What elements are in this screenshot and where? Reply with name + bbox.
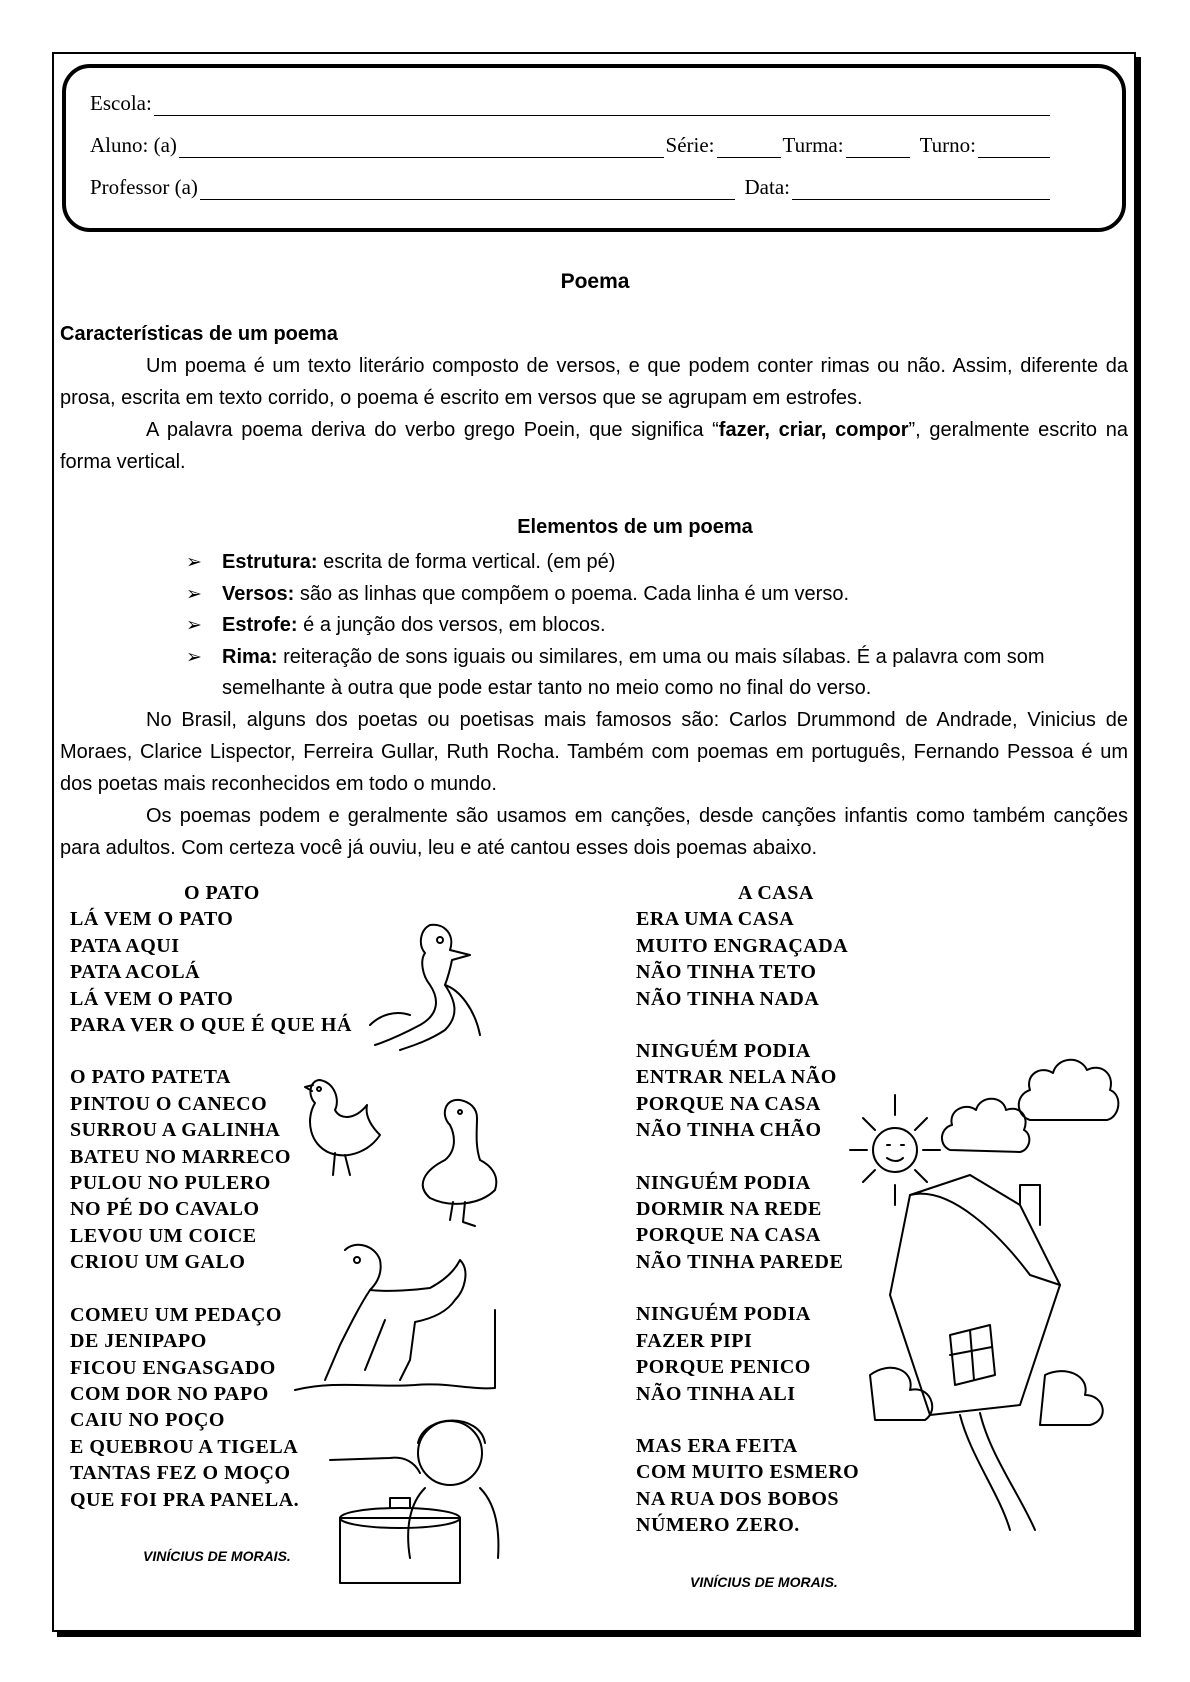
goose-drawing-icon — [405, 1090, 505, 1230]
professor-row — [90, 172, 1052, 200]
verse: COM DOR NO PAPO — [70, 1382, 269, 1405]
aluno-field[interactable] — [179, 139, 664, 158]
professor-field[interactable] — [200, 181, 735, 200]
verse: LÁ VEM O PATO — [70, 987, 234, 1010]
stanza — [70, 906, 352, 1038]
verse: MUITO ENGRAÇADA — [636, 934, 849, 957]
paragraph-4: Os poemas podem e geralmente são usamos em canções, desde canções infantis como também canções para adultos. Com certeza você já ouviu, leu e até cantou esses dois poemas abaixo. — [60, 805, 1128, 859]
arrow-bullet-icon: ➢ — [186, 552, 202, 573]
stanza — [636, 906, 859, 1012]
verse: QUE FOI PRA PANELA. — [70, 1488, 300, 1511]
list-item — [186, 610, 1106, 642]
verse: O PATO PATETA — [70, 1066, 231, 1089]
verse: SURROU A GALINHA — [70, 1119, 281, 1142]
cook-drawing-icon — [330, 1408, 545, 1593]
verse: PORQUE NA CASA — [636, 1224, 821, 1247]
verse: NÃO TINHA NADA — [636, 987, 820, 1010]
duck-drawing-icon — [350, 915, 510, 1065]
paragraph-2-end: ”, geralmente escrito na forma vertical. — [60, 419, 1128, 473]
item-desc: são as linhas que compõem o poema. Cada linha é um verso. — [294, 582, 850, 605]
item-desc: é a junção dos versos, em blocos. — [297, 614, 606, 636]
professor-label: Professor (a) — [90, 175, 198, 199]
verse: PORQUE PENICO — [636, 1356, 811, 1379]
verse: NÃO TINHA TETO — [636, 961, 817, 984]
paragraph-2-start: A palavra poema deriva do verbo grego Poein, que significa “ — [146, 419, 719, 441]
verse: PATA AQUI — [70, 934, 180, 957]
escola-field[interactable] — [154, 97, 1050, 116]
stanza — [636, 1170, 859, 1276]
arrow-bullet-icon: ➢ — [186, 583, 202, 605]
page-title: Poema — [560, 270, 630, 293]
verse: NINGUÉM PODIA — [636, 1303, 811, 1326]
poem-title: O PATO — [184, 882, 260, 904]
serie-label: Série: — [665, 133, 715, 157]
verse: PATA ACOLÁ — [70, 961, 201, 984]
characteristics-heading: Características de um poema — [60, 323, 338, 345]
verse: NÚMERO ZERO. — [636, 1514, 800, 1537]
verse: CAIU NO POÇO — [70, 1409, 225, 1432]
item-term: Estrutura: — [222, 551, 318, 573]
elements-heading: Elementos de um poema — [517, 516, 753, 538]
hen-drawing-icon — [295, 1065, 385, 1180]
item-desc: escrita de forma vertical. (em pé) — [317, 551, 616, 573]
house-drawing-icon — [870, 1175, 1125, 1535]
horse-drawing-icon — [295, 1230, 495, 1395]
aluno-label: Aluno: (a) — [90, 133, 177, 157]
verse: LEVOU UM COICE — [70, 1224, 257, 1247]
verse: PULOU NO PULERO — [70, 1172, 271, 1195]
verse: ERA UMA CASA — [636, 908, 795, 931]
section-poets — [60, 704, 1128, 864]
turno-field[interactable] — [978, 139, 1050, 158]
turma-field[interactable] — [846, 139, 910, 158]
student-info-box — [62, 64, 1126, 232]
elements-list — [186, 547, 1106, 705]
verse: MAS ERA FEITA — [636, 1434, 798, 1457]
arrow-bullet-icon: ➢ — [186, 615, 202, 636]
paragraph-2-bold: fazer, criar, compor — [718, 419, 909, 441]
turma-label: Turma: — [782, 133, 844, 157]
poem-o-pato — [70, 880, 352, 1539]
stanza — [636, 1433, 859, 1539]
item-term: Versos: — [222, 582, 295, 605]
poem-2-author: VINÍCIUS DE MORAIS. — [690, 1574, 838, 1590]
verse: BATEU NO MARRECO — [70, 1145, 291, 1168]
serie-field[interactable] — [717, 139, 781, 158]
verse: DE JENIPAPO — [70, 1330, 207, 1353]
item-term: Estrofe: — [222, 614, 298, 636]
verse: NÃO TINHA PAREDE — [636, 1250, 844, 1273]
turno-label: Turno: — [919, 133, 976, 157]
verse: DORMIR NA REDE — [636, 1198, 822, 1221]
verse: FAZER PIPI — [636, 1329, 753, 1352]
stanza — [636, 1301, 859, 1407]
cloud-drawing-icon — [938, 1080, 1033, 1165]
verse: ENTRAR NELA NÃO — [636, 1066, 837, 1089]
verse: NO PÉ DO CAVALO — [70, 1198, 260, 1221]
stanza — [636, 1038, 859, 1144]
verse: NA RUA DOS BOBOS — [636, 1487, 840, 1510]
item-desc: reiteração de sons iguais ou similares, em uma ou mais sílabas. É a palavra com som semelhante à outra que pode estar tanto no meio como no final do verso. — [222, 645, 1045, 699]
list-item — [186, 579, 1106, 611]
paragraph-3: No Brasil, alguns dos poetas ou poetisas mais famosos são: Carlos Drummond de Andrade, Vinicius de Moraes, Clarice Lispector, Ferreira Gullar, Ruth Rocha. Também com poemas em português, Fernando Pessoa é um dos poetas mais reconhecidos em todo o mundo. — [60, 709, 1128, 795]
verse: NINGUÉM PODIA — [636, 1040, 811, 1063]
escola-label: Escola: — [90, 91, 152, 115]
poem-title: A CASA — [738, 882, 814, 904]
verse: LÁ VEM O PATO — [70, 908, 234, 931]
verse: FICOU ENGASGADO — [70, 1356, 276, 1379]
verse: COMEU UM PEDAÇO — [70, 1303, 282, 1326]
paragraph-1: Um poema é um texto literário composto de versos, e que podem conter rimas ou não. Assim, diferente da prosa, escrita em texto corrido, o poema é escrito em versos que se agrupam em estrofes. — [60, 355, 1128, 409]
list-item — [186, 642, 1106, 705]
paragraph-2 — [60, 414, 1128, 478]
section-characteristics — [60, 318, 1128, 478]
data-field[interactable] — [792, 181, 1050, 200]
verse: CRIOU UM GALO — [70, 1251, 246, 1274]
verse: NÃO TINHA CHÃO — [636, 1119, 822, 1142]
verse: NINGUÉM PODIA — [636, 1171, 811, 1194]
escola-row — [90, 88, 1052, 116]
verse: PORQUE NA CASA — [636, 1092, 821, 1115]
arrow-bullet-icon: ➢ — [186, 646, 202, 668]
item-term: Rima: — [222, 645, 278, 668]
poem-1-author: VINÍCIUS DE MORAIS. — [143, 1548, 291, 1564]
verse: PINTOU O CANECO — [70, 1092, 268, 1115]
verse: PARA VER O QUE É QUE HÁ — [70, 1014, 352, 1037]
list-item — [186, 547, 1106, 579]
aluno-row — [90, 130, 1052, 158]
verse: E QUEBROU A TIGELA — [70, 1435, 299, 1458]
data-label: Data: — [744, 175, 790, 199]
poem-a-casa — [636, 880, 859, 1565]
verse: NÃO TINHA ALI — [636, 1382, 796, 1405]
verse: COM MUITO ESMERO — [636, 1461, 860, 1484]
verse: TANTAS FEZ O MOÇO — [70, 1462, 291, 1485]
